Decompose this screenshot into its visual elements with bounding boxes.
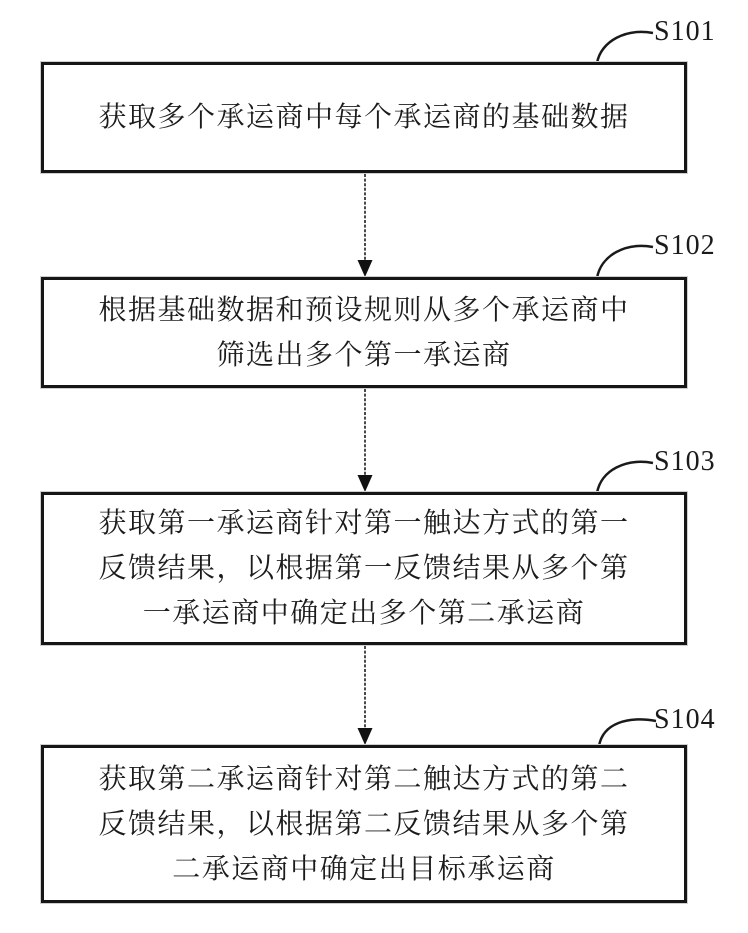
step-text-line: 一承运商中确定出多个第二承运商 (142, 598, 586, 629)
leader-line-s102 (597, 246, 653, 278)
leader-line-s103 (597, 462, 653, 493)
step-text-line: 筛选出多个第一承运商 (216, 339, 512, 371)
step-label-s103: S103 (654, 446, 716, 477)
step-text-line: 反馈结果，以根据第一反馈结果从多个第 (98, 553, 630, 584)
step-label-s101: S101 (654, 16, 716, 47)
arrow-head-icon (358, 475, 373, 492)
step-text-line: 获取第一承运商针对第一触达方式的第一 (98, 508, 630, 539)
flow-arrow-2 (358, 389, 373, 492)
step-box-s104 (41, 745, 687, 903)
step-box-s101 (41, 62, 687, 173)
flow-arrow-1 (358, 174, 373, 277)
arrow-head-icon (358, 728, 373, 745)
step-text-line: 反馈结果，以根据第二反馈结果从多个第 (98, 808, 630, 840)
step-text-line: 获取多个承运商中每个承运商的基础数据 (98, 102, 630, 133)
arrow-head-icon (358, 260, 373, 277)
step-text-line: 获取第二承运商针对第二触达方式的第二 (98, 763, 630, 795)
leader-line-s101 (597, 32, 653, 63)
step-box-s102 (41, 277, 687, 388)
step-text-line: 根据基础数据和预设规则从多个承运商中 (98, 294, 630, 326)
step-label-s102: S102 (654, 230, 716, 261)
step-box-s103 (41, 492, 687, 645)
step-text-line: 二承运商中确定出目标承运商 (172, 853, 556, 885)
step-label-s104: S104 (654, 704, 716, 735)
flow-arrow-3 (358, 646, 373, 745)
leader-line-s104 (599, 719, 656, 746)
